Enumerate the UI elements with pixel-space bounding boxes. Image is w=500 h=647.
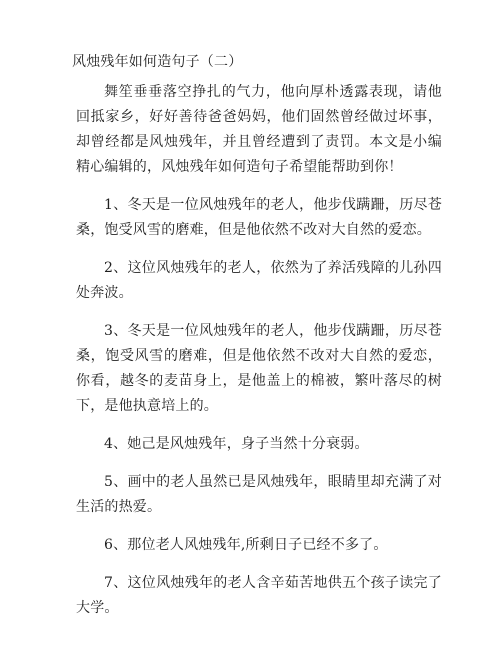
example-sentence-3: 3、冬天是一位风烛残年的老人，他步伐蹒跚，历尽苍桑，饱受风雪的磨难，但是他依然不改对大自然的爱恋，你看，越冬的麦苗身上，是他盖上的棉被，繁叶落尽的树下，是他执意培上的。 — [76, 323, 442, 414]
document-title: 风烛残年如何造句子（二） — [72, 54, 243, 70]
example-sentence-2: 2、这位风烛残年的老人，依然为了养活残障的儿孙四处奔波。 — [76, 260, 442, 301]
intro-paragraph: 舞笙垂垂落空挣扎的气力，他向厚朴透露表现，请他回抵家乡，好好善待爸爸妈妈，他们固然曾经做过坏事，却曾经都是风烛残年，并且曾经遭到了责罚。本文是小编精心编辑的，风烛残年如何造句子希望能帮助到你！ — [76, 84, 442, 175]
example-sentence-7: 7、这位风烛残年的老人含辛茹苦地供五个孩子读完了大学。 — [76, 575, 442, 616]
example-sentence-5: 5、画中的老人虽然已是风烛残年，眼睛里却充满了对生活的热爱。 — [76, 474, 442, 515]
example-sentence-6: 6、那位老人风烛残年,所剩日子已经不多了。 — [104, 537, 388, 553]
example-sentence-1: 1、冬天是一位风烛残年的老人，他步伐蹒跚，历尽苍桑，饱受风雪的磨难，但是他依然不改对大自然的爱恋。 — [76, 197, 442, 238]
document-body — [76, 80, 442, 634]
example-sentence-4: 4、她己是风烛残年，身子当然十分衰弱。 — [104, 436, 369, 452]
